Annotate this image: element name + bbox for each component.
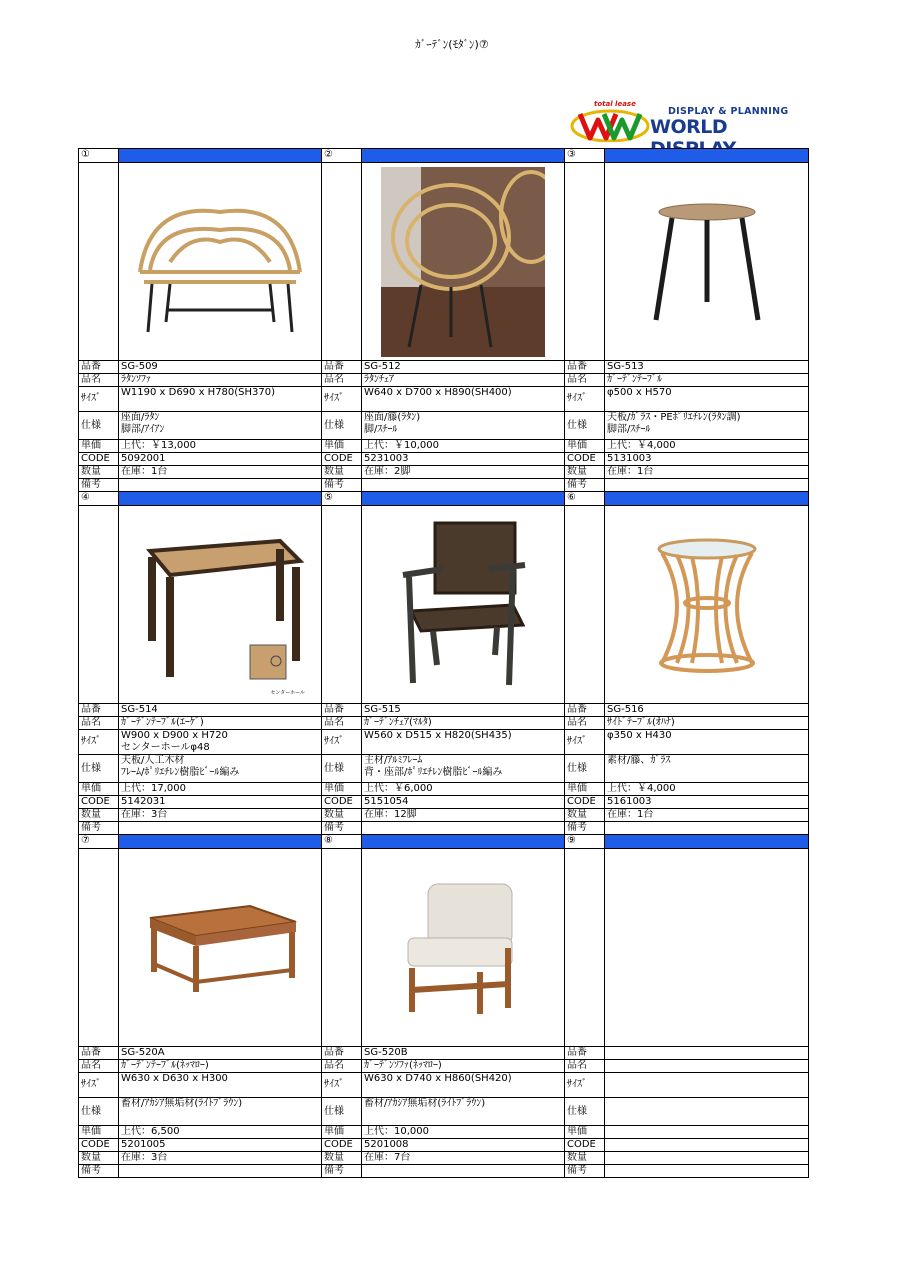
name-label: 品名	[79, 374, 119, 387]
qty-value	[605, 1152, 809, 1165]
price-label: 単価	[322, 440, 362, 453]
spec-line: 脚部/ｽﾁｰﾙ	[607, 424, 651, 435]
image-spacer	[322, 849, 362, 1047]
note-value	[119, 479, 322, 492]
sku-label: CODE	[565, 453, 605, 466]
note-label: 備考	[322, 479, 362, 492]
note-label: 備考	[79, 1165, 119, 1178]
qty-label: 数量	[79, 809, 119, 822]
side-table-ohana-image	[652, 535, 762, 675]
size-line: W560 x D515 x H820(SH435)	[364, 730, 512, 741]
item-header-bar	[362, 835, 565, 849]
image-spacer	[565, 849, 605, 1047]
size-line: W1190 x D690 x H780(SH370)	[121, 387, 276, 398]
note-value	[605, 822, 809, 835]
note-value	[362, 822, 565, 835]
item-header-bar	[605, 492, 809, 506]
image-spacer	[79, 163, 119, 361]
code-label: 品番	[565, 361, 605, 374]
size-label: ｻｲｽﾞ	[322, 387, 362, 412]
name-value: ｶﾞｰﾃﾞﾝｿﾌｧ(ﾈｯﾏﾛｰ)	[362, 1060, 565, 1073]
spec-line: 素材/籐、ｶﾞﾗｽ	[607, 755, 671, 766]
name-value: ｶﾞｰﾃﾞﾝﾁｪｱ(ﾏﾙﾀ)	[362, 717, 565, 730]
spec-line: 背・座部/ﾎﾟﾘｴﾁﾚﾝ樹脂ﾋﾞｰﾙ編み	[364, 767, 503, 778]
code-value: SG-514	[119, 704, 322, 717]
size-line: W640 x D700 x H890(SH400)	[364, 387, 512, 398]
image-spacer	[322, 506, 362, 704]
qty-label: 数量	[565, 466, 605, 479]
size-line: センターホールφ48	[121, 742, 210, 753]
code-label: 品番	[79, 704, 119, 717]
product-image-cell	[605, 163, 809, 361]
sku-value: 5201008	[362, 1139, 565, 1152]
note-label: 備考	[322, 1165, 362, 1178]
code-label: 品番	[79, 1047, 119, 1060]
price-label: 単価	[565, 440, 605, 453]
code-label: 品番	[322, 704, 362, 717]
note-label: 備考	[322, 822, 362, 835]
sku-value: 5201005	[119, 1139, 322, 1152]
size-value	[119, 387, 322, 412]
note-label: 備考	[565, 1165, 605, 1178]
spec-line: 畜材/ｱｶｼｱ無垢材(ﾗｲﾄﾌﾞﾗｳﾝ)	[364, 1098, 486, 1109]
note-value	[605, 1165, 809, 1178]
rattan-sofa-image	[130, 182, 310, 342]
code-value: SG-516	[605, 704, 809, 717]
spec-line: 脚/ｽﾁｰﾙ	[364, 424, 398, 435]
size-label: ｻｲｽﾞ	[322, 1073, 362, 1098]
spec-line: ﾌﾚｰﾑ/ﾎﾟﾘｴﾁﾚﾝ樹脂ﾋﾞｰﾙ編み	[121, 767, 240, 778]
price-label: 単価	[565, 1126, 605, 1139]
qty-label: 数量	[322, 809, 362, 822]
item-header-bar	[362, 492, 565, 506]
spec-line: 天板/ｶﾞﾗｽ・PEﾎﾟﾘｴﾁﾚﾝ(ﾗﾀﾝ調)	[607, 412, 741, 423]
item-header-bar	[605, 149, 809, 163]
image-spacer	[322, 163, 362, 361]
name-value: ﾗﾀﾝｿﾌｧ	[119, 374, 322, 387]
name-value: ｻｲﾄﾞﾃｰﾌﾞﾙ(ｵﾊﾅ)	[605, 717, 809, 730]
price-value: 上代：￥4,000	[605, 440, 809, 453]
price-value: 上代：6,500	[119, 1126, 322, 1139]
spec-label: 仕様	[322, 1098, 362, 1126]
item-number: ⑦	[79, 835, 119, 849]
name-label: 品名	[322, 374, 362, 387]
spec-line: 座面/籐(ﾗﾀﾝ)	[364, 412, 421, 423]
qty-value: 在庫：3台	[119, 809, 322, 822]
product-catalog-table	[78, 148, 809, 1178]
code-label: 品番	[565, 1047, 605, 1060]
code-value	[605, 1047, 809, 1060]
world-display-logo-mark	[570, 106, 650, 142]
product-image-cell	[119, 849, 322, 1047]
qty-label: 数量	[79, 466, 119, 479]
price-value: 上代：17,000	[119, 783, 322, 796]
product-image-cell	[605, 849, 809, 1047]
name-value	[605, 1060, 809, 1073]
spec-value	[119, 412, 322, 440]
image-spacer	[79, 506, 119, 704]
image-spacer	[565, 506, 605, 704]
size-line: φ500 x H570	[607, 387, 672, 398]
size-line: W630 x D740 x H860(SH420)	[364, 1073, 512, 1084]
qty-label: 数量	[565, 809, 605, 822]
spec-value	[605, 755, 809, 783]
spec-label: 仕様	[79, 1098, 119, 1126]
code-label: 品番	[565, 704, 605, 717]
price-value	[605, 1126, 809, 1139]
qty-value: 在庫：7台	[362, 1152, 565, 1165]
name-label: 品名	[79, 1060, 119, 1073]
size-value	[119, 1073, 322, 1098]
price-value: 上代：10,000	[362, 1126, 565, 1139]
sku-label: CODE	[322, 453, 362, 466]
code-label: 品番	[322, 1047, 362, 1060]
price-label: 単価	[565, 783, 605, 796]
garden-sofa-nettmaro-image	[398, 878, 528, 1018]
qty-label: 数量	[565, 1152, 605, 1165]
sku-value: 5131003	[605, 453, 809, 466]
item-number: ⑥	[565, 492, 605, 506]
spec-value	[605, 412, 809, 440]
spec-value	[605, 1098, 809, 1126]
sku-label: CODE	[565, 796, 605, 809]
spec-value	[362, 755, 565, 783]
logo-name: WORLD	[650, 116, 728, 138]
product-image-cell	[119, 506, 322, 704]
size-value	[605, 387, 809, 412]
note-value	[362, 479, 565, 492]
size-label: ｻｲｽﾞ	[565, 1073, 605, 1098]
code-value: SG-520A	[119, 1047, 322, 1060]
size-label: ｻｲｽﾞ	[565, 730, 605, 755]
price-value: 上代：￥10,000	[362, 440, 565, 453]
garden-table-nettmaro-image	[140, 898, 300, 998]
garden-table-image	[642, 192, 772, 332]
product-image-cell	[119, 163, 322, 361]
price-label: 単価	[79, 440, 119, 453]
name-value: ｶﾞｰﾃﾞﾝﾃｰﾌﾞﾙ	[605, 374, 809, 387]
size-value	[362, 1073, 565, 1098]
spec-label: 仕様	[565, 412, 605, 440]
sku-label: CODE	[79, 1139, 119, 1152]
name-label: 品名	[79, 717, 119, 730]
qty-value: 在庫：12脚	[362, 809, 565, 822]
sku-value	[605, 1139, 809, 1152]
size-label: ｻｲｽﾞ	[79, 730, 119, 755]
sku-label: CODE	[565, 1139, 605, 1152]
note-value	[119, 1165, 322, 1178]
item-header-bar	[119, 149, 322, 163]
note-value	[119, 822, 322, 835]
size-line: W900 x D900 x H720	[121, 730, 228, 741]
spec-line: 主材/ｱﾙﾐﾌﾚｰﾑ	[364, 755, 423, 766]
size-value	[362, 387, 565, 412]
sku-label: CODE	[322, 796, 362, 809]
code-value: SG-520B	[362, 1047, 565, 1060]
note-value	[362, 1165, 565, 1178]
sku-value: 5151054	[362, 796, 565, 809]
name-value: ｶﾞｰﾃﾞﾝﾃｰﾌﾞﾙ(ﾈｯﾏﾛｰ)	[119, 1060, 322, 1073]
size-value	[119, 730, 322, 755]
qty-value: 在庫：1台	[605, 809, 809, 822]
product-image-cell	[605, 506, 809, 704]
name-label: 品名	[565, 374, 605, 387]
spec-label: 仕様	[322, 412, 362, 440]
note-value	[605, 479, 809, 492]
company-logo	[570, 100, 806, 144]
spec-label: 仕様	[79, 755, 119, 783]
note-label: 備考	[565, 822, 605, 835]
price-value: 上代：￥4,000	[605, 783, 809, 796]
garden-table-aege-image	[130, 511, 310, 691]
item-number: ⑧	[322, 835, 362, 849]
image-spacer	[79, 849, 119, 1047]
item-header-bar	[605, 835, 809, 849]
sku-value: 5142031	[119, 796, 322, 809]
page-title: ｶﾞｰﾃﾞﾝ(ﾓﾀﾞﾝ)⑦	[415, 38, 489, 51]
size-value	[605, 730, 809, 755]
code-value: SG-513	[605, 361, 809, 374]
price-label: 単価	[79, 1126, 119, 1139]
item-header-bar	[362, 149, 565, 163]
item-number: ②	[322, 149, 362, 163]
name-label: 品名	[322, 717, 362, 730]
sku-value: 5092001	[119, 453, 322, 466]
size-value	[605, 1073, 809, 1098]
inset-caption: センターホール	[270, 689, 305, 696]
price-value: 上代：￥6,000	[362, 783, 565, 796]
code-value: SG-515	[362, 704, 565, 717]
price-value: 上代：￥13,000	[119, 440, 322, 453]
qty-value: 在庫：2脚	[362, 466, 565, 479]
code-value: SG-512	[362, 361, 565, 374]
item-number: ③	[565, 149, 605, 163]
qty-value: 在庫：3台	[119, 1152, 322, 1165]
spec-label: 仕様	[565, 1098, 605, 1126]
qty-value: 在庫：1台	[119, 466, 322, 479]
item-number: ⑨	[565, 835, 605, 849]
qty-value: 在庫：1台	[605, 466, 809, 479]
item-header-bar	[119, 492, 322, 506]
size-line: φ350 x H430	[607, 730, 672, 741]
code-label: 品番	[322, 361, 362, 374]
spec-line: 天板/人工木材	[121, 755, 185, 766]
code-value: SG-509	[119, 361, 322, 374]
size-line: W630 x D630 x H300	[121, 1073, 228, 1084]
item-number: ①	[79, 149, 119, 163]
product-image-cell	[362, 849, 565, 1047]
note-label: 備考	[79, 479, 119, 492]
size-value	[362, 730, 565, 755]
logo-subtitle: DISPLAY & PLANNING	[668, 106, 789, 117]
item-number: ④	[79, 492, 119, 506]
sku-label: CODE	[79, 796, 119, 809]
size-label: ｻｲｽﾞ	[322, 730, 362, 755]
spec-value	[362, 412, 565, 440]
sku-label: CODE	[322, 1139, 362, 1152]
spec-label: 仕様	[322, 755, 362, 783]
qty-label: 数量	[322, 466, 362, 479]
code-label: 品番	[79, 361, 119, 374]
rattan-chair-image	[381, 167, 545, 357]
note-label: 備考	[79, 822, 119, 835]
spec-line: 脚部/ｱｲｱﾝ	[121, 424, 165, 435]
size-label: ｻｲｽﾞ	[79, 387, 119, 412]
image-spacer	[565, 163, 605, 361]
logo-tag: total lease	[594, 100, 636, 108]
spec-label: 仕様	[79, 412, 119, 440]
product-image-cell	[362, 163, 565, 361]
sku-value: 5161003	[605, 796, 809, 809]
spec-value	[119, 1098, 322, 1126]
note-label: 備考	[565, 479, 605, 492]
qty-label: 数量	[322, 1152, 362, 1165]
item-number: ⑤	[322, 492, 362, 506]
qty-label: 数量	[79, 1152, 119, 1165]
sku-label: CODE	[79, 453, 119, 466]
name-label: 品名	[565, 717, 605, 730]
size-label: ｻｲｽﾞ	[565, 387, 605, 412]
spec-value	[362, 1098, 565, 1126]
price-label: 単価	[322, 783, 362, 796]
garden-chair-malta-image	[393, 515, 533, 695]
price-label: 単価	[322, 1126, 362, 1139]
item-header-bar	[119, 835, 322, 849]
spec-line: 畜材/ｱｶｼｱ無垢材(ﾗｲﾄﾌﾞﾗｳﾝ)	[121, 1098, 243, 1109]
name-label: 品名	[322, 1060, 362, 1073]
price-label: 単価	[79, 783, 119, 796]
spec-label: 仕様	[565, 755, 605, 783]
name-value: ｶﾞｰﾃﾞﾝﾃｰﾌﾞﾙ(ｴｰｹﾞ)	[119, 717, 322, 730]
spec-value	[119, 755, 322, 783]
sku-value: 5231003	[362, 453, 565, 466]
product-image-cell	[362, 506, 565, 704]
size-label: ｻｲｽﾞ	[79, 1073, 119, 1098]
name-value: ﾗﾀﾝﾁｪｱ	[362, 374, 565, 387]
spec-line: 座面/ﾗﾀﾝ	[121, 412, 160, 423]
name-label: 品名	[565, 1060, 605, 1073]
